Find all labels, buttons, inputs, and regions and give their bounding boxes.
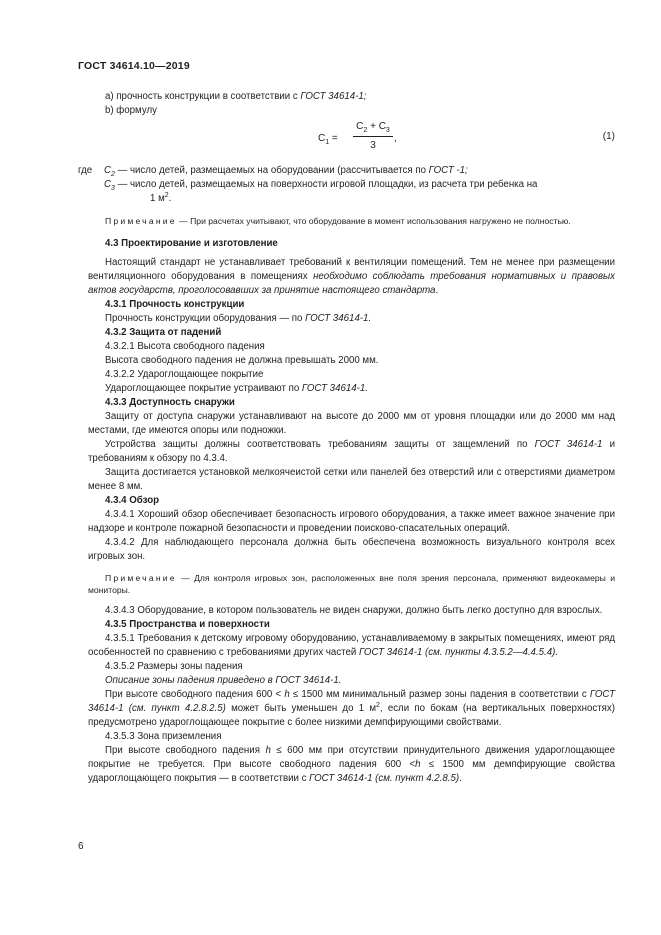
document-body xyxy=(78,90,615,786)
where-c2: где $C_2$ — число детей, размещаемых на оборудовании (рассчитывается по ГОСТ -1; xyxy=(78,165,468,178)
formula-lhs: $C_1$ = xyxy=(318,133,338,146)
section-4-3-5-3-text: При высоте свободного падения h ≤ 600 мм при отсутствии принудительного движения удароглощающее покрытие не требуется. При высоте свободного падения 600 <h ≤ 1500 мм демпфирующие свойства удароглощающего покрытия — в соответствии с ГОСТ 34614-1 (см. пункт 4.2.8.5). xyxy=(88,745,615,784)
section-4-3-3-p2: Устройства защиты должны соответствовать требованиям защиты от защемлений по ГОСТ 34614-1 и требованиям к обзору по 4.3.4. xyxy=(88,439,615,464)
section-4-3-3-p3: Защита достигается установкой мелкоячеистой сетки или панелей без отверстий или с отверстиями диаметром менее 8 мм. xyxy=(88,467,615,492)
note-1: Примечание — При расчетах учитывают, что оборудование в момент использования нагружено не полностью. xyxy=(105,216,571,226)
section-4-3-3-p1: Защиту от доступа снаружи устанавливают на высоте до 2000 мм от уровня площадки или до 2000 мм над местами, где имеются опоры или подножки. xyxy=(88,411,615,436)
formula-fraction xyxy=(353,120,393,153)
section-4-3-2-1-text: Высота свободного падения не должна превышать 2000 мм. xyxy=(105,355,379,366)
formula-numerator: $C_2 + C_3$ xyxy=(353,120,393,137)
list-item-a: а) прочность конструкции в соответствии с ГОСТ 34614-1; xyxy=(105,91,367,102)
section-4-3-5-2-italic: Описание зоны падения приведено в ГОСТ 34614-1. xyxy=(105,675,342,686)
section-4-3-4-3: 4.3.4.3 Оборудование, в котором пользователь не виден снаружи, должно быть легко доступно для взрослых. xyxy=(105,605,603,616)
section-4-3-1-text: Прочность конструкции оборудования — по ГОСТ 34614-1. xyxy=(105,313,372,324)
note-2: Примечание — Для контроля игровых зон, расположенных вне поля зрения персонала, применяют видеокамеры и мониторы. xyxy=(88,573,615,595)
section-4-3-4-title: 4.3.4 Обзор xyxy=(105,495,160,506)
list-item-b: b) формулу xyxy=(105,105,157,116)
section-4-3-4-1: 4.3.4.1 Хороший обзор обеспечивает безопасность игрового оборудования, а также имеет важное значение при надзоре и контроле пожарной безопасности и проведении поисково-спасательных операций. xyxy=(88,509,615,534)
where-c3: $C_3$ — число детей, размещаемых на поверхности игровой площадки, из расчета три ребенка на xyxy=(104,179,538,192)
formula-denominator: 3 xyxy=(370,140,376,151)
formula-1: $C_1$ = $\frac{C_2 + C_3}{3}$ , (1) xyxy=(318,121,615,151)
section-4-3-2-2-text: Удароглощающее покрытие устраивают по ГОСТ 34614-1. xyxy=(105,383,368,394)
section-4-3-1-title: 4.3.1 Прочность конструкции xyxy=(105,299,245,310)
section-4-3-5-title: 4.3.5 Пространства и поверхности xyxy=(105,619,270,630)
section-4-3-5-1: 4.3.5.1 Требования к детскому игровому оборудованию, устанавливаемому в закрытых помещениях, имеют ряд особенностей по сравнению с требованиями других частей ГОСТ 34614-1 (см. пункты 4.3.5.2—4.4.5.4). xyxy=(88,633,615,658)
document-header: ГОСТ 34614.10—2019 xyxy=(78,60,190,72)
section-4-3-5-2: 4.3.5.2 Размеры зоны падения xyxy=(105,661,243,672)
section-4-3-2-title: 4.3.2 Защита от падений xyxy=(105,327,222,338)
section-4-3-text: Настоящий стандарт не устанавливает требований к вентиляции помещений. Тем не менее при размещении вентиляционного оборудования в помещениях необходимо соблюдать требования нормативных и правовых актов государств, проголосовавших за принятие настоящего стандарта. xyxy=(88,257,615,296)
section-4-3-5-3: 4.3.5.3 Зона приземления xyxy=(105,731,222,742)
formula-number: (1) xyxy=(602,131,615,142)
page-number: 6 xyxy=(78,841,84,852)
section-4-3-5-2-text: При высоте свободного падения 600 < h ≤ 1500 мм минимальный размер зоны падения в соответствии с ГОСТ 34614-1 (см. пункт 4.2.8.2.5) может быть уменьшен до 1 $м^2$, если по бокам (на вертикальных поверхностях) предусмотрено удароглощающее покрытие с более низкими демпфирующими свойствами. xyxy=(88,689,615,728)
section-4-3-2-2: 4.3.2.2 Удароглощающее покрытие xyxy=(105,369,264,380)
section-4-3-4-2: 4.3.4.2 Для наблюдающего персонала должна быть обеспечена возможность визуального контроля всех игровых зон. xyxy=(88,537,615,562)
section-4-3-title: 4.3 Проектирование и изготовление xyxy=(105,238,278,249)
section-4-3-2-1: 4.3.2.1 Высота свободного падения xyxy=(105,341,265,352)
where-c3-cont: 1 $м^2$. xyxy=(150,191,172,204)
section-4-3-3-title: 4.3.3 Доступность снаружи xyxy=(105,397,235,408)
